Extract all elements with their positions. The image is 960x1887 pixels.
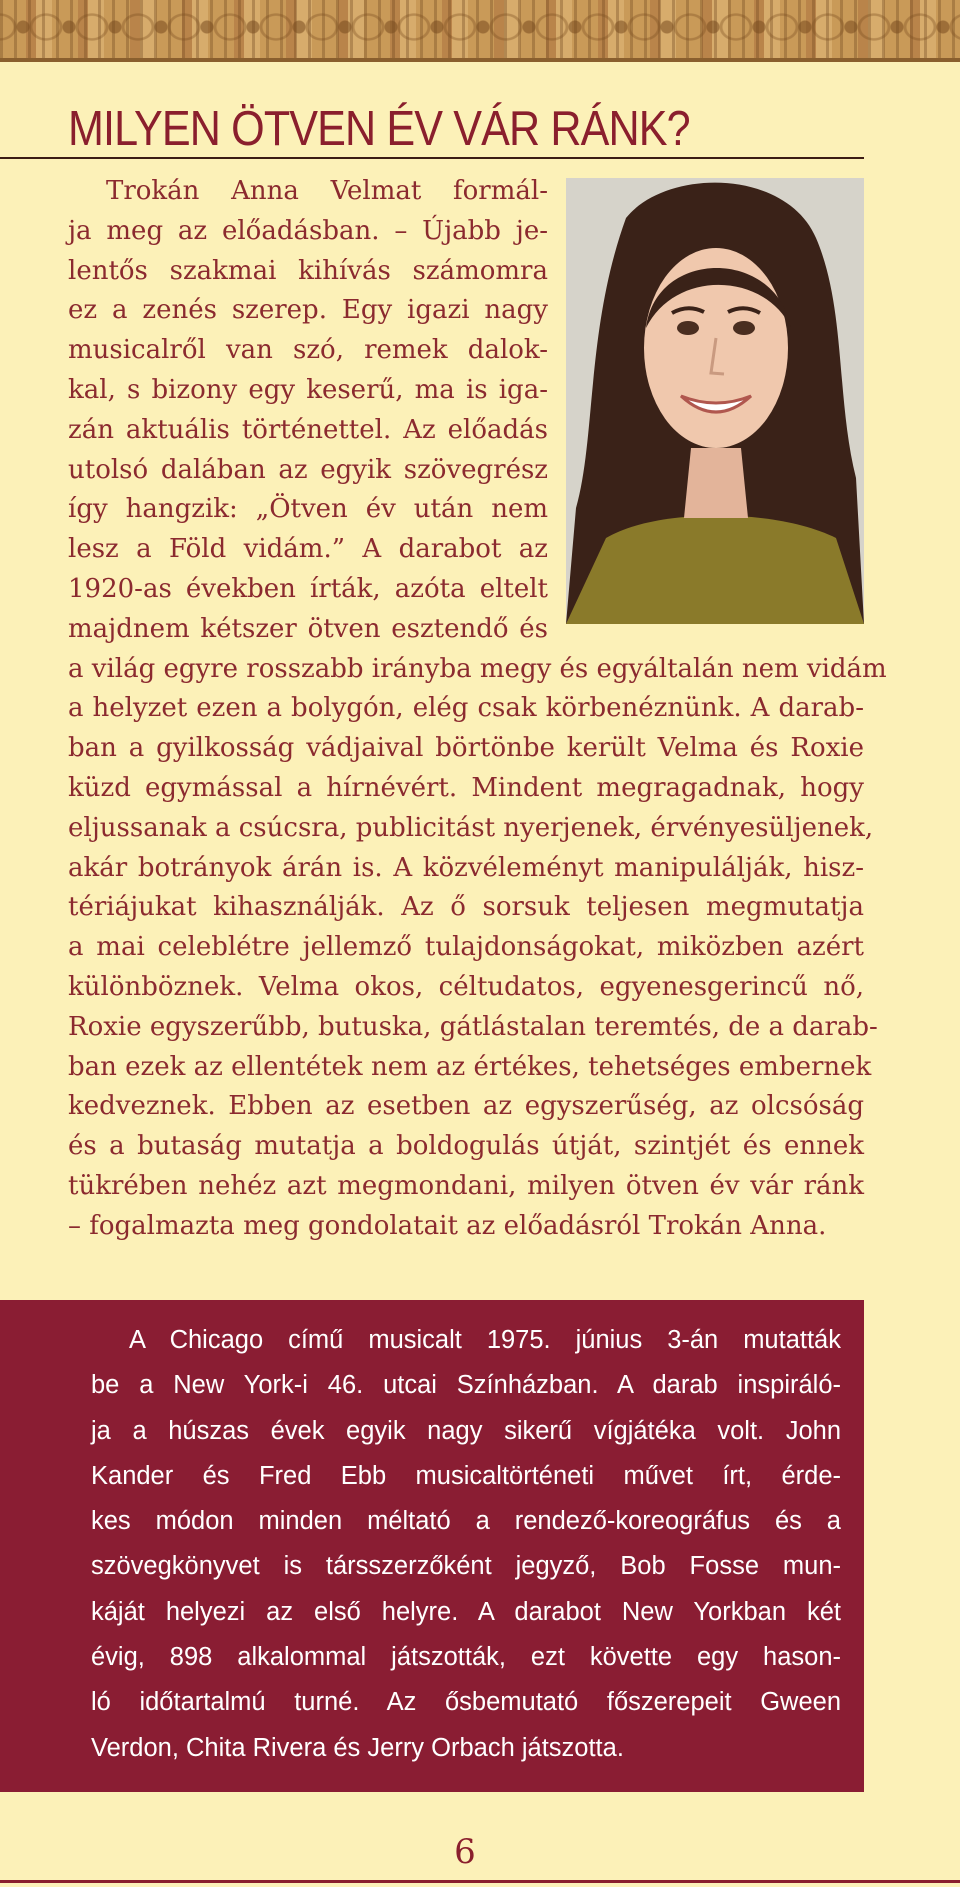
info-box-line: ló időtartalmú turné. Az ősbemutató főszerepeit Gween	[91, 1688, 841, 1717]
article-line: kal, s bizony egy keserű, ma is iga-	[68, 374, 548, 405]
info-box-line: Verdon, Chita Rivera és Jerry Orbach játszotta.	[91, 1733, 624, 1762]
info-box-text	[91, 1318, 841, 1771]
info-box-line: szövegkönyvet is társszerzőként jegyző, Bob Fosse mun-	[91, 1552, 841, 1581]
info-box-line: káját helyezi az első helyre. A darabot New Yorkban két	[91, 1597, 841, 1626]
info-box-line: kes módon minden méltató a rendező-koreográfus és a	[91, 1507, 841, 1536]
info-box-line: Kander és Fred Ebb musicaltörténeti művet írt, érde-	[91, 1461, 841, 1490]
article-line: majdnem kétszer ötven esztendő és	[68, 613, 548, 644]
article-line: különböznek. Velma okos, céltudatos, egyenesgerincű nő,	[68, 971, 864, 1002]
article-line: zán aktuális történettel. Az előadás	[68, 414, 548, 445]
article-body	[68, 172, 887, 1247]
article-line: 1920-as években írták, azóta eltelt	[68, 573, 548, 604]
article-line: akár botrányok árán is. A közvéleményt manipulálják, hisz-	[68, 852, 864, 883]
article-line: – fogalmazta meg gondolatait az előadásról Trokán Anna.	[68, 1210, 827, 1241]
article-line: musicalről van szó, remek dalok-	[68, 335, 548, 366]
info-box-line: ja a húszas évek egyik nagy sikerű vígjátéka volt. John	[91, 1416, 841, 1445]
article-line: ban a gyilkosság vádjaival börtönbe került Velma és Roxie	[68, 733, 864, 764]
article-line: Roxie egyszerűbb, butuska, gátlástalan teremtés, de a darab-	[68, 1011, 878, 1042]
article-line: ez a zenés szerep. Egy igazi nagy	[68, 295, 548, 326]
info-box-line: be a New York-i 46. utcai Színházban. A darab inspiráló-	[91, 1371, 841, 1400]
title-underline	[0, 157, 864, 159]
article-line: lentős szakmai kihívás számomra	[68, 255, 548, 286]
article-line: eljussanak a csúcsra, publicitást nyerjenek, érvényesüljenek,	[68, 812, 874, 843]
bottom-rule	[0, 1880, 960, 1883]
article-line: így hangzik: „Ötven év után nem	[68, 494, 548, 525]
article-line: utolsó dalában az egyik szövegrész	[68, 454, 548, 485]
article-line: tükrében nehéz azt megmondani, milyen ötven év vár ránk	[68, 1170, 864, 1201]
page-title: MILYEN ÖTVEN ÉV VÁR RÁNK?	[68, 102, 690, 156]
article-line: kedveznek. Ebben az esetben az egyszerűség, az olcsóság	[68, 1091, 864, 1122]
article-line: ja meg az előadásban. – Újabb je-	[68, 215, 548, 246]
article-line: a helyzet ezen a bolygón, elég csak körbenéznünk. A darab-	[68, 693, 864, 724]
article-line: küzd egymással a hírnévért. Mindent megragadnak, hogy	[68, 772, 864, 803]
article-line: lesz a Föld vidám.” A darabot az	[68, 534, 548, 565]
article-line: a mai celeblétre jellemző tulajdonságokat, miközben azért	[68, 932, 864, 963]
article-line: Trokán Anna Velmat formál-	[106, 176, 548, 206]
ornament-pattern	[0, 8, 960, 46]
decorative-top-border	[0, 0, 960, 62]
article-line: ban ezek az ellentétek nem az értékes, tehetséges embernek	[68, 1051, 872, 1082]
article-line: tériájukat kihasználják. Az ő sorsuk teljesen megmutatja	[68, 892, 864, 923]
info-box-line: A Chicago című musicalt 1975. június 3-án mutatták	[129, 1326, 841, 1354]
info-box-line: évig, 898 alkalommal játszották, ezt követte egy hason-	[91, 1643, 841, 1672]
page-number: 6	[454, 1832, 476, 1872]
article-line: és a butaság mutatja a boldogulás útját, szintjét és ennek	[68, 1131, 864, 1162]
article-line: a világ egyre rosszabb irányba megy és egyáltalán nem vidám	[68, 653, 887, 684]
